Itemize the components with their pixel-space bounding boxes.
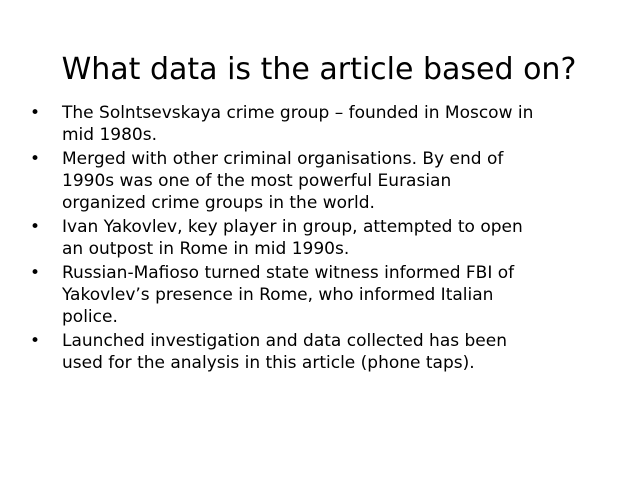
bullet-icon: • (30, 263, 41, 283)
bullet-icon: • (30, 217, 41, 237)
slide-title: What data is the article based on? (61, 52, 577, 88)
bullet-text-line: organized crime groups in the world. (62, 193, 375, 213)
bullet-item (28, 330, 613, 374)
bullet-text-line: police. (62, 307, 118, 327)
bullet-list (28, 102, 613, 376)
bullet-text-line: used for the analysis in this article (phone taps). (62, 353, 475, 373)
bullet-item (28, 102, 613, 146)
bullet-text-line: Merged with other criminal organisations. By end of (62, 149, 504, 169)
bullet-text-line: Launched investigation and data collected has been (62, 331, 507, 351)
bullet-icon: • (30, 331, 41, 351)
bullet-icon: • (30, 149, 41, 169)
bullet-item (28, 262, 613, 328)
bullet-text-line: an outpost in Rome in mid 1990s. (62, 239, 350, 259)
bullet-item (28, 148, 613, 214)
bullet-icon: • (30, 103, 41, 123)
bullet-item (28, 216, 613, 260)
bullet-text-line: Russian-Mafioso turned state witness informed FBI of (62, 263, 515, 283)
bullet-text-line: Ivan Yakovlev, key player in group, attempted to open (62, 217, 523, 237)
bullet-text-line: mid 1980s. (62, 125, 158, 145)
bullet-text-line: The Solntsevskaya crime group – founded in Moscow in (62, 103, 534, 123)
bullet-text-line: Yakovlev’s presence in Rome, who informed Italian (62, 285, 494, 305)
bullet-text-line: 1990s was one of the most powerful Eurasian (62, 171, 452, 191)
